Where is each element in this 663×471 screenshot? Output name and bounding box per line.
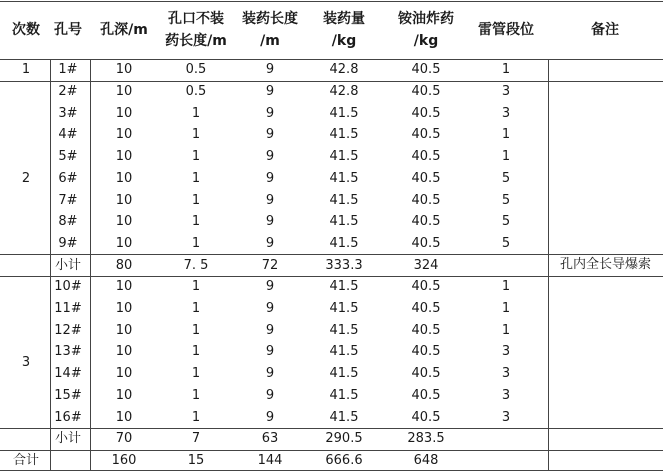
cell-depth: 10 [115, 84, 133, 100]
cell-depth: 10 [115, 127, 133, 143]
cell-delay: 1 [501, 149, 511, 165]
cell-delay: 5 [501, 170, 511, 186]
cell-charge_amt: 42.8 [329, 62, 359, 78]
cell-charge_amt: 41.5 [329, 170, 359, 186]
subtotal-charge_len: 63 [261, 431, 279, 447]
cell-hole: 5# [58, 149, 78, 165]
cell-delay: 3 [501, 366, 511, 382]
cell-anfo: 40.5 [411, 301, 441, 317]
cell-charge_amt: 41.5 [329, 235, 359, 251]
cell-delay: 1 [501, 301, 511, 317]
header-text: /kg [413, 33, 439, 49]
cell-anfo: 40.5 [411, 235, 441, 251]
cell-hole: 16# [54, 409, 82, 425]
cell-delay: 3 [501, 84, 511, 100]
header-delay [466, 1, 546, 59]
subtotal-label: 小计 [54, 257, 81, 273]
cell-anfo: 40.5 [411, 322, 441, 338]
cell-delay: 5 [501, 192, 511, 208]
cell-delay: 3 [501, 344, 511, 360]
cell-charge_len: 9 [265, 322, 275, 338]
cell-hole: 15# [54, 387, 82, 403]
header-text: /m [260, 33, 280, 49]
cell-delay: 3 [501, 409, 511, 425]
cell-charge_len: 9 [265, 387, 275, 403]
cell-charge_amt: 41.5 [329, 214, 359, 230]
cell-hole: 9# [58, 235, 78, 251]
column-divider [50, 59, 51, 470]
cell-uncharged: 1 [191, 149, 201, 165]
header-text: 装药长度 [242, 11, 298, 27]
cell-charge_len: 9 [265, 105, 275, 121]
cell-charge_amt: 41.5 [329, 301, 359, 317]
header-text: 孔深/m [100, 22, 148, 38]
cell-anfo: 40.5 [411, 344, 441, 360]
cell-uncharged: 1 [191, 192, 201, 208]
subtotal-charge_len: 72 [261, 257, 279, 273]
cell-uncharged: 1 [191, 235, 201, 251]
cell-uncharged: 1 [191, 301, 201, 317]
cell-uncharged: 1 [191, 366, 201, 382]
cell-hole: 4# [58, 127, 78, 143]
cell-anfo: 40.5 [411, 192, 441, 208]
subtotal-anfo: 283.5 [407, 431, 445, 447]
total-depth: 160 [111, 452, 137, 468]
cell-hole: 2# [58, 84, 78, 100]
cell-depth: 10 [115, 301, 133, 317]
cell-uncharged: 0.5 [185, 62, 207, 78]
cell-hole: 11# [54, 301, 82, 317]
round-number: 2 [21, 170, 31, 186]
cell-depth: 10 [115, 387, 133, 403]
cell-uncharged: 1 [191, 214, 201, 230]
cell-depth: 10 [115, 235, 133, 251]
subtotal-uncharged: 7 [191, 431, 201, 447]
column-divider [548, 59, 549, 470]
subtotal-label: 小计 [54, 431, 81, 447]
cell-anfo: 40.5 [411, 409, 441, 425]
cell-hole: 10# [54, 279, 82, 295]
cell-depth: 10 [115, 170, 133, 186]
cell-hole: 14# [54, 366, 82, 382]
cell-delay: 3 [501, 105, 511, 121]
cell-charge_len: 9 [265, 84, 275, 100]
cell-charge_len: 9 [265, 235, 275, 251]
cell-hole: 7# [58, 192, 78, 208]
cell-charge_amt: 41.5 [329, 192, 359, 208]
cell-charge_len: 9 [265, 366, 275, 382]
total-charge_amt: 666.6 [325, 452, 363, 468]
cell-delay: 3 [501, 387, 511, 403]
header-text: 铵油炸药 [398, 11, 454, 27]
cell-charge_amt: 42.8 [329, 84, 359, 100]
cell-charge_len: 9 [265, 344, 275, 360]
cell-delay: 1 [501, 127, 511, 143]
cell-anfo: 40.5 [411, 387, 441, 403]
header-text: 次数 [12, 22, 40, 38]
column-divider [90, 59, 91, 470]
cell-hole: 8# [58, 214, 78, 230]
cell-charge_len: 9 [265, 279, 275, 295]
round-number: 3 [21, 355, 31, 371]
cell-uncharged: 0.5 [185, 84, 207, 100]
header-text: 孔号 [54, 22, 82, 38]
cell-depth: 10 [115, 192, 133, 208]
header-anfo [386, 1, 466, 59]
cell-anfo: 40.5 [411, 84, 441, 100]
total-uncharged: 15 [187, 452, 205, 468]
subtotal-anfo: 324 [413, 257, 439, 273]
cell-charge_len: 9 [265, 214, 275, 230]
cell-depth: 10 [115, 279, 133, 295]
cell-charge_amt: 41.5 [329, 127, 359, 143]
cell-depth: 10 [115, 149, 133, 165]
cell-charge_amt: 41.5 [329, 409, 359, 425]
cell-uncharged: 1 [191, 127, 201, 143]
cell-depth: 10 [115, 214, 133, 230]
header-text: 孔口不装 [168, 11, 224, 27]
total-label: 合计 [12, 452, 39, 468]
subtotal-charge_amt: 333.3 [325, 257, 363, 273]
cell-depth: 10 [115, 366, 133, 382]
total-charge_len: 144 [257, 452, 283, 468]
cell-charge_amt: 41.5 [329, 105, 359, 121]
cell-anfo: 40.5 [411, 366, 441, 382]
cell-hole: 1# [58, 62, 78, 78]
header-text: 药长度/m [165, 33, 227, 49]
cell-depth: 10 [115, 62, 133, 78]
cell-charge_len: 9 [265, 149, 275, 165]
cell-charge_len: 9 [265, 301, 275, 317]
total-anfo: 648 [413, 452, 439, 468]
header-depth [84, 1, 164, 59]
cell-charge_len: 9 [265, 409, 275, 425]
cell-uncharged: 1 [191, 170, 201, 186]
cell-anfo: 40.5 [411, 279, 441, 295]
cell-delay: 1 [501, 279, 511, 295]
header-charge_amt [304, 1, 384, 59]
cell-charge_amt: 41.5 [329, 149, 359, 165]
cell-charge_amt: 41.5 [329, 387, 359, 403]
header-text: 备注 [591, 22, 619, 38]
cell-hole: 3# [58, 105, 78, 121]
cell-delay: 5 [501, 214, 511, 230]
cell-anfo: 40.5 [411, 105, 441, 121]
cell-uncharged: 1 [191, 344, 201, 360]
cell-charge_len: 9 [265, 127, 275, 143]
cell-delay: 5 [501, 235, 511, 251]
cell-depth: 10 [115, 105, 133, 121]
cell-uncharged: 1 [191, 322, 201, 338]
subtotal-charge_amt: 290.5 [325, 431, 363, 447]
cell-depth: 10 [115, 409, 133, 425]
cell-charge_amt: 41.5 [329, 279, 359, 295]
cell-hole: 13# [54, 344, 82, 360]
cell-delay: 1 [501, 62, 511, 78]
cell-anfo: 40.5 [411, 149, 441, 165]
cell-uncharged: 1 [191, 279, 201, 295]
cell-charge_amt: 41.5 [329, 366, 359, 382]
subtotal-depth: 70 [115, 431, 133, 447]
header-uncharged [156, 1, 236, 59]
note-text: 孔内全长导爆索 [559, 257, 651, 273]
header-note [550, 1, 660, 59]
subtotal-depth: 80 [115, 257, 133, 273]
cell-depth: 10 [115, 344, 133, 360]
cell-charge_amt: 41.5 [329, 322, 359, 338]
header-charge_len [230, 1, 310, 59]
header-text: 装药量 [323, 11, 365, 27]
cell-delay: 1 [501, 322, 511, 338]
cell-anfo: 40.5 [411, 170, 441, 186]
cell-charge_len: 9 [265, 192, 275, 208]
cell-uncharged: 1 [191, 105, 201, 121]
cell-charge_len: 9 [265, 62, 275, 78]
cell-hole: 12# [54, 322, 82, 338]
cell-anfo: 40.5 [411, 127, 441, 143]
subtotal-uncharged: 7. 5 [183, 257, 209, 273]
cell-charge_amt: 41.5 [329, 344, 359, 360]
cell-anfo: 40.5 [411, 62, 441, 78]
round-number: 1 [21, 62, 31, 78]
header-text: /kg [331, 33, 357, 49]
cell-hole: 6# [58, 170, 78, 186]
cell-uncharged: 1 [191, 409, 201, 425]
cell-anfo: 40.5 [411, 214, 441, 230]
cell-charge_len: 9 [265, 170, 275, 186]
cell-depth: 10 [115, 322, 133, 338]
cell-uncharged: 1 [191, 387, 201, 403]
header-text: 雷管段位 [478, 22, 534, 38]
